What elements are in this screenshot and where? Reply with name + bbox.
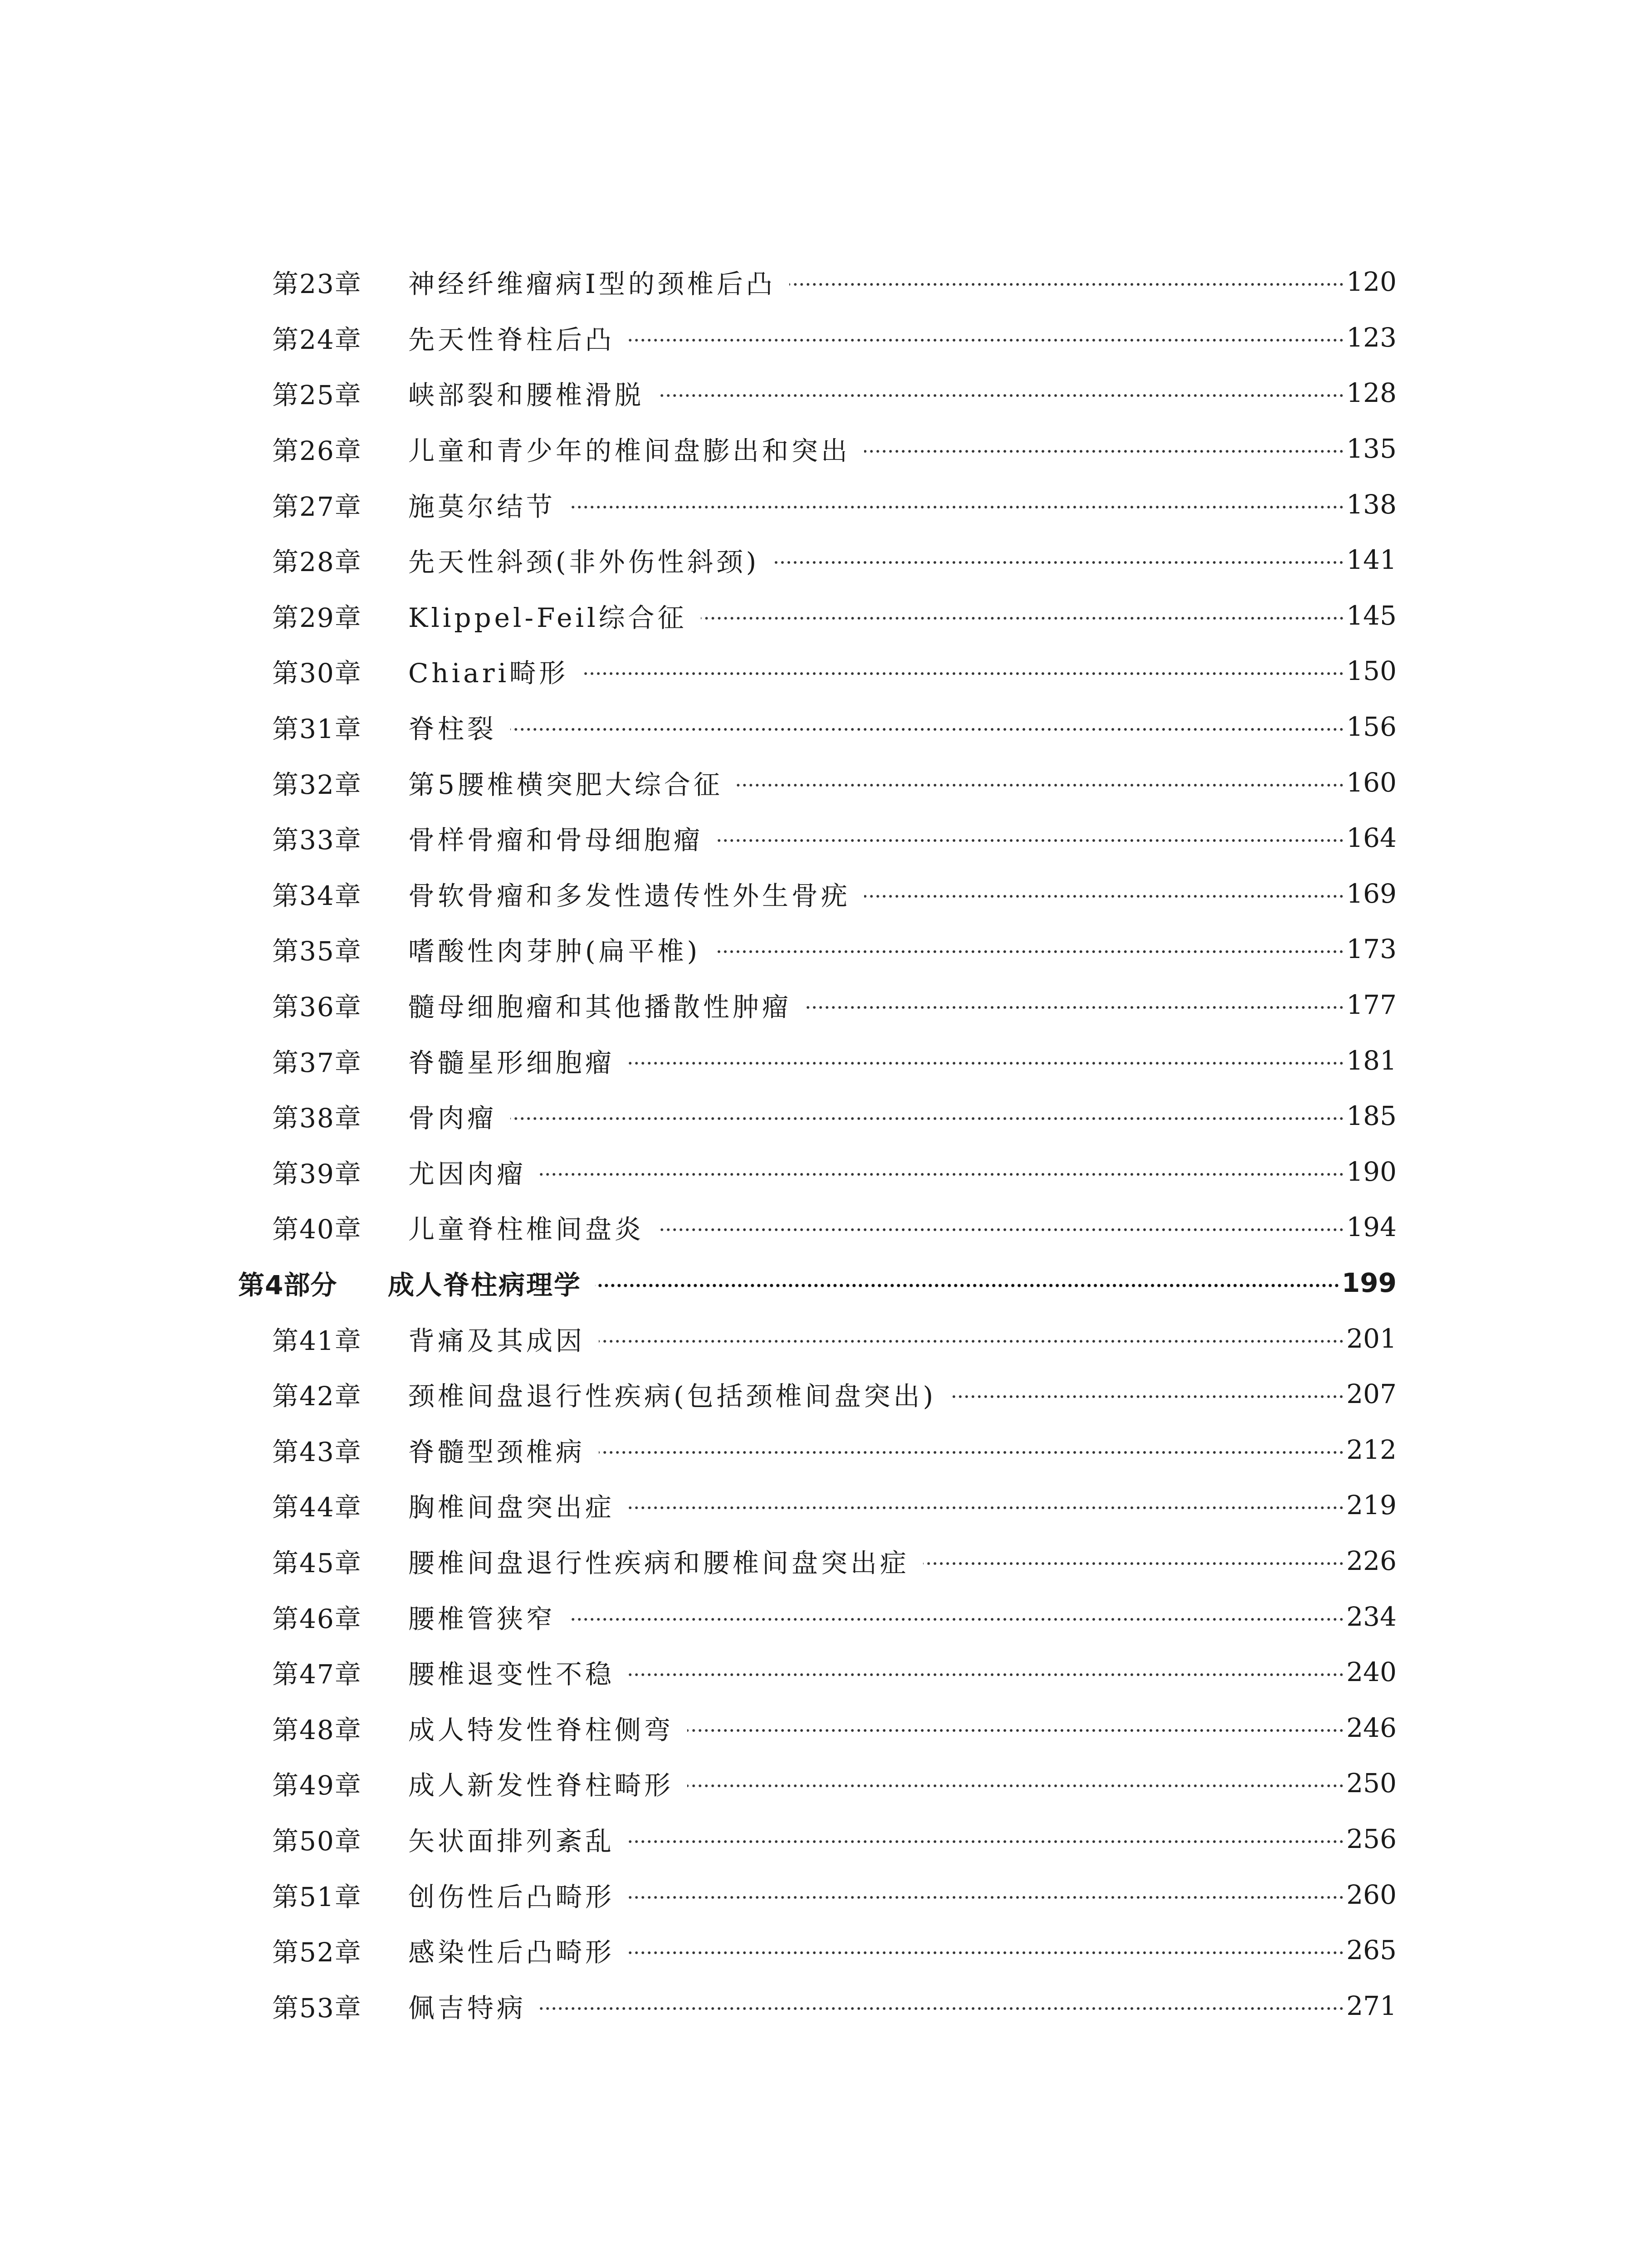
- chapter-title: 骨样骨瘤和骨母细胞瘤: [408, 825, 704, 856]
- toc-chapter-row[interactable]: [0, 421, 1637, 477]
- chapter-title: 儿童脊柱椎间盘炎: [408, 1214, 645, 1245]
- chapter-number: 第28章: [272, 547, 362, 578]
- toc-chapter-row[interactable]: [0, 1644, 1637, 1700]
- chapter-page-number: 120: [1346, 266, 1397, 298]
- chapter-title: 脊髓型颈椎病: [408, 1436, 586, 1467]
- chapter-title: 脊髓星形细胞瘤: [408, 1047, 615, 1078]
- dot-leader: [687, 1784, 1344, 1788]
- toc-chapter-row[interactable]: [0, 1422, 1637, 1477]
- toc-chapter-row[interactable]: [0, 1811, 1637, 1867]
- chapter-page-number: 135: [1346, 433, 1397, 464]
- toc-chapter-row[interactable]: [0, 977, 1637, 1033]
- chapter-number: 第24章: [272, 324, 362, 355]
- chapter-title: Klippel-Feil综合征: [408, 602, 687, 633]
- dot-leader: [950, 1394, 1344, 1399]
- dot-leader: [628, 1895, 1344, 1900]
- chapter-title: 感染性后凸畸形: [408, 1937, 615, 1968]
- dot-leader: [628, 1672, 1344, 1677]
- toc-chapter-row[interactable]: [0, 1199, 1637, 1255]
- chapter-page-number: 256: [1346, 1823, 1397, 1854]
- chapter-number: 第47章: [272, 1659, 362, 1690]
- dot-leader: [864, 449, 1344, 454]
- chapter-title: 第5腰椎横突肥大综合征: [408, 769, 723, 800]
- toc-chapter-row[interactable]: [0, 1533, 1637, 1589]
- dot-leader: [628, 1839, 1344, 1844]
- dot-leader: [628, 1505, 1344, 1510]
- chapter-title: Chiari畸形: [408, 658, 569, 689]
- chapter-page-number: 173: [1346, 934, 1397, 965]
- dot-leader: [658, 393, 1344, 398]
- chapter-number: 第48章: [272, 1714, 362, 1745]
- chapter-title: 儿童和青少年的椎间盘膨出和突出: [408, 435, 851, 467]
- toc-chapter-row[interactable]: [0, 1310, 1637, 1366]
- chapter-number: 第23章: [272, 269, 362, 300]
- chapter-number: 第34章: [272, 880, 362, 911]
- chapter-title: 腰椎间盘退行性疾病和腰椎间盘突出症: [408, 1547, 910, 1579]
- dot-leader: [599, 1339, 1344, 1344]
- toc-part-row[interactable]: [0, 1255, 1637, 1311]
- chapter-title: 骨软骨瘤和多发性遗传性外生骨疣: [408, 880, 851, 911]
- dot-leader: [737, 783, 1344, 787]
- chapter-page-number: 190: [1346, 1156, 1397, 1187]
- chapter-title: 创伤性后凸畸形: [408, 1881, 615, 1912]
- chapter-title: 矢状面排列紊乱: [408, 1825, 615, 1857]
- dot-leader: [628, 338, 1344, 342]
- toc-chapter-row[interactable]: [0, 866, 1637, 922]
- chapter-number: 第42章: [272, 1381, 362, 1412]
- toc-chapters-group-a: [0, 254, 1637, 1255]
- chapter-page-number: 164: [1346, 822, 1397, 854]
- chapter-number: 第44章: [272, 1492, 362, 1523]
- chapter-number: 第51章: [272, 1881, 362, 1912]
- dot-leader: [717, 838, 1344, 843]
- chapter-page-number: 212: [1346, 1434, 1397, 1465]
- chapter-title: 骨肉瘤: [408, 1103, 497, 1134]
- chapter-page-number: 271: [1346, 1990, 1397, 2021]
- toc-chapter-row[interactable]: [0, 476, 1637, 532]
- chapter-number: 第25章: [272, 380, 362, 411]
- toc-chapter-row[interactable]: [0, 1144, 1637, 1200]
- chapter-title: 腰椎管狭窄: [408, 1603, 556, 1634]
- dot-leader: [773, 560, 1344, 565]
- chapter-number: 第37章: [272, 1047, 362, 1078]
- toc-chapter-row[interactable]: [0, 1867, 1637, 1922]
- part-title: 成人脊柱病理学: [388, 1269, 582, 1300]
- dot-leader: [540, 1172, 1344, 1177]
- toc-chapter-row[interactable]: [0, 1922, 1637, 1978]
- chapter-page-number: 260: [1346, 1879, 1397, 1910]
- dot-leader: [569, 1617, 1344, 1622]
- dot-leader: [805, 1005, 1344, 1010]
- chapter-title: 先天性脊柱后凸: [408, 324, 615, 355]
- toc-chapter-row[interactable]: [0, 699, 1637, 755]
- chapter-number: 第45章: [272, 1547, 362, 1579]
- chapter-page-number: 138: [1346, 489, 1397, 520]
- chapter-title: 成人特发性脊柱侧弯: [408, 1714, 674, 1745]
- toc-chapter-row[interactable]: [0, 1978, 1637, 2033]
- chapter-title: 成人新发性脊柱畸形: [408, 1770, 674, 1801]
- chapter-page-number: 265: [1346, 1935, 1397, 1966]
- dot-leader: [595, 1283, 1340, 1288]
- chapter-number: 第46章: [272, 1603, 362, 1634]
- part-number: 第4部分: [238, 1269, 337, 1300]
- chapter-number: 第36章: [272, 992, 362, 1023]
- toc-chapter-row[interactable]: [0, 1589, 1637, 1644]
- toc-chapter-row[interactable]: [0, 1032, 1637, 1088]
- toc-chapter-row[interactable]: [0, 643, 1637, 699]
- chapter-number: 第39章: [272, 1158, 362, 1189]
- chapter-page-number: 201: [1346, 1323, 1397, 1354]
- chapter-number: 第30章: [272, 658, 362, 689]
- toc-chapter-row[interactable]: [0, 254, 1637, 310]
- chapter-page-number: 240: [1346, 1657, 1397, 1688]
- toc-chapter-row[interactable]: [0, 532, 1637, 588]
- chapter-page-number: 185: [1346, 1100, 1397, 1132]
- dot-leader: [701, 616, 1345, 621]
- dot-leader: [714, 949, 1344, 954]
- chapter-page-number: 150: [1346, 655, 1397, 687]
- chapter-number: 第53章: [272, 1992, 362, 2024]
- toc-chapter-row[interactable]: [0, 754, 1637, 810]
- chapter-number: 第32章: [272, 769, 362, 800]
- chapter-number: 第41章: [272, 1325, 362, 1356]
- chapter-title: 峡部裂和腰椎滑脱: [408, 380, 645, 411]
- chapter-number: 第49章: [272, 1770, 362, 1801]
- chapter-page-number: 250: [1346, 1768, 1397, 1799]
- chapter-page-number: 234: [1346, 1601, 1397, 1632]
- chapter-title: 尤因肉瘤: [408, 1158, 527, 1189]
- chapter-title: 神经纤维瘤病Ⅰ型的颈椎后凸: [408, 269, 776, 300]
- chapter-page-number: 207: [1346, 1378, 1397, 1410]
- chapter-page-number: 246: [1346, 1712, 1397, 1743]
- chapter-page-number: 141: [1346, 544, 1397, 576]
- dot-leader: [789, 282, 1344, 287]
- dot-leader: [510, 1116, 1344, 1121]
- chapter-number: 第29章: [272, 602, 362, 633]
- chapter-title: 腰椎退变性不稳: [408, 1659, 615, 1690]
- toc-chapters-group-b: [0, 1310, 1637, 2033]
- chapter-title: 背痛及其成因: [408, 1325, 586, 1356]
- chapter-number: 第27章: [272, 491, 362, 522]
- chapter-page-number: 156: [1346, 711, 1397, 743]
- toc-chapter-row[interactable]: [0, 1755, 1637, 1811]
- toc-chapter-row[interactable]: [0, 1366, 1637, 1422]
- chapter-page-number: 226: [1346, 1545, 1397, 1576]
- dot-leader: [864, 894, 1344, 899]
- part-page-number: 199: [1341, 1267, 1397, 1298]
- chapter-number: 第38章: [272, 1103, 362, 1134]
- chapter-number: 第31章: [272, 714, 362, 745]
- chapter-title: 先天性斜颈(非外伤性斜颈): [408, 547, 760, 578]
- dot-leader: [628, 1061, 1344, 1066]
- chapter-page-number: 181: [1346, 1045, 1397, 1076]
- toc-chapter-row[interactable]: [0, 1700, 1637, 1755]
- dot-leader: [599, 1450, 1344, 1455]
- dot-leader: [540, 2006, 1344, 2011]
- chapter-title: 髓母细胞瘤和其他播散性肿瘤: [408, 992, 792, 1023]
- chapter-number: 第52章: [272, 1937, 362, 1968]
- chapter-page-number: 145: [1346, 600, 1397, 631]
- toc-chapter-row[interactable]: [0, 810, 1637, 866]
- toc-chapter-row[interactable]: [0, 588, 1637, 644]
- chapter-title: 脊柱裂: [408, 714, 497, 745]
- chapter-title: 佩吉特病: [408, 1992, 527, 2024]
- chapter-number: 第40章: [272, 1214, 362, 1245]
- chapter-page-number: 169: [1346, 878, 1397, 909]
- chapter-page-number: 123: [1346, 322, 1397, 353]
- toc-chapter-row[interactable]: [0, 1477, 1637, 1533]
- chapter-number: 第35章: [272, 936, 362, 967]
- chapter-number: 第33章: [272, 825, 362, 856]
- toc-chapter-row[interactable]: [0, 365, 1637, 421]
- chapter-title: 胸椎间盘突出症: [408, 1492, 615, 1523]
- dot-leader: [628, 1950, 1344, 1955]
- chapter-page-number: 194: [1346, 1212, 1397, 1243]
- dot-leader: [923, 1561, 1344, 1566]
- dot-leader: [569, 505, 1344, 509]
- chapter-page-number: 160: [1346, 767, 1397, 798]
- toc-chapter-row[interactable]: [0, 1088, 1637, 1144]
- chapter-page-number: 177: [1346, 989, 1397, 1021]
- dot-leader: [687, 1728, 1344, 1733]
- toc-chapter-row[interactable]: [0, 921, 1637, 977]
- chapter-title: 嗜酸性肉芽肿(扁平椎): [408, 936, 701, 967]
- chapter-title: 施莫尔结节: [408, 491, 556, 522]
- dot-leader: [510, 727, 1344, 732]
- chapter-page-number: 219: [1346, 1490, 1397, 1521]
- chapter-number: 第50章: [272, 1825, 362, 1857]
- chapter-number: 第26章: [272, 435, 362, 467]
- table-of-contents: [0, 254, 1637, 2033]
- chapter-number: 第43章: [272, 1436, 362, 1467]
- chapter-title: 颈椎间盘退行性疾病(包括颈椎间盘突出): [408, 1381, 937, 1412]
- chapter-page-number: 128: [1346, 377, 1397, 409]
- toc-chapter-row[interactable]: [0, 310, 1637, 366]
- dot-leader: [658, 1227, 1344, 1232]
- dot-leader: [582, 671, 1344, 676]
